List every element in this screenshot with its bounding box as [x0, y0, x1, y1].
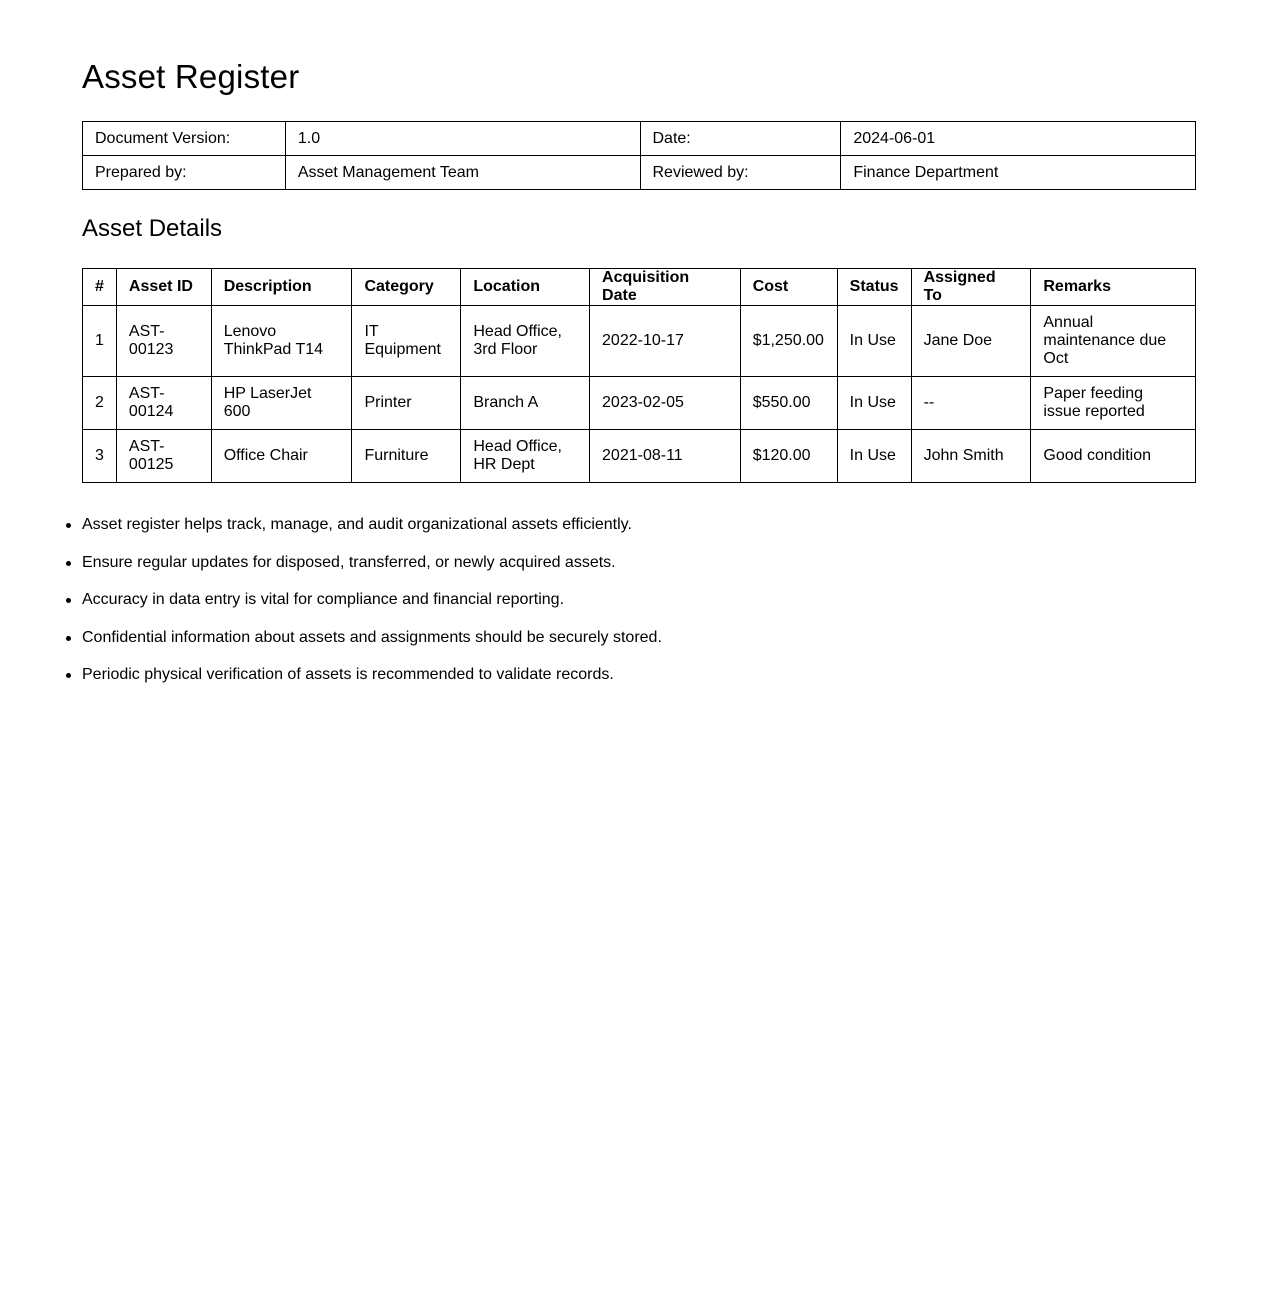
asset-details-table [82, 268, 1196, 483]
cell-remarks: Good condition [1031, 430, 1196, 483]
meta-row [83, 122, 1196, 156]
cell-assigned-to: John Smith [911, 430, 1031, 483]
cell-category: Printer [352, 377, 461, 430]
cell-acquisition-date: 2023-02-05 [590, 377, 741, 430]
column-header-asset-id: Asset ID [116, 269, 211, 306]
meta-label-date: Date: [640, 122, 841, 156]
cell-remarks: Paper feeding issue reported [1031, 377, 1196, 430]
cell-status: In Use [837, 377, 911, 430]
cell-cost: $1,250.00 [740, 306, 837, 377]
meta-row [83, 156, 1196, 190]
column-header-cost: Cost [740, 269, 837, 306]
cell-assigned-to: -- [911, 377, 1031, 430]
cell-asset-id: AST-00123 [116, 306, 211, 377]
column-header-category: Category [352, 269, 461, 306]
cell-number: 1 [83, 306, 117, 377]
cell-category: IT Equipment [352, 306, 461, 377]
column-header-assigned-to: Assigned To [911, 269, 1031, 306]
table-row [83, 377, 1196, 430]
column-header-remarks: Remarks [1031, 269, 1196, 306]
column-header-location: Location [461, 269, 590, 306]
column-header-description: Description [211, 269, 352, 306]
cell-number: 2 [83, 377, 117, 430]
list-item: Asset register helps track, manage, and audit organizational assets efficiently. [82, 515, 662, 553]
cell-asset-id: AST-00124 [116, 377, 211, 430]
table-header-row [83, 269, 1196, 306]
cell-location: Head Office, 3rd Floor [461, 306, 590, 377]
list-item: Confidential information about assets and assignments should be securely stored. [82, 628, 662, 666]
meta-value-prepared-by: Asset Management Team [285, 156, 640, 190]
meta-label-prepared-by: Prepared by: [83, 156, 286, 190]
cell-cost: $550.00 [740, 377, 837, 430]
cell-assigned-to: Jane Doe [911, 306, 1031, 377]
notes-list [82, 515, 662, 703]
document-meta-table [82, 121, 1196, 190]
meta-label-reviewed-by: Reviewed by: [640, 156, 841, 190]
list-item: Ensure regular updates for disposed, transferred, or newly acquired assets. [82, 553, 662, 591]
column-header-status: Status [837, 269, 911, 306]
cell-acquisition-date: 2021-08-11 [590, 430, 741, 483]
cell-acquisition-date: 2022-10-17 [590, 306, 741, 377]
cell-location: Head Office, HR Dept [461, 430, 590, 483]
cell-description: Office Chair [211, 430, 352, 483]
cell-asset-id: AST-00125 [116, 430, 211, 483]
list-item: Accuracy in data entry is vital for compliance and financial reporting. [82, 590, 662, 628]
meta-value-date: 2024-06-01 [841, 122, 1196, 156]
cell-remarks: Annual maintenance due Oct [1031, 306, 1196, 377]
meta-label-version: Document Version: [83, 122, 286, 156]
cell-cost: $120.00 [740, 430, 837, 483]
cell-number: 3 [83, 430, 117, 483]
column-header-acquisition-date: Acquisition Date [590, 269, 741, 306]
list-item: Periodic physical verification of assets is recommended to validate records. [82, 665, 662, 703]
cell-status: In Use [837, 306, 911, 377]
cell-description: HP LaserJet 600 [211, 377, 352, 430]
table-row [83, 430, 1196, 483]
cell-location: Branch A [461, 377, 590, 430]
page-title: Asset Register [82, 58, 300, 95]
table-row [83, 306, 1196, 377]
cell-description: Lenovo ThinkPad T14 [211, 306, 352, 377]
cell-status: In Use [837, 430, 911, 483]
column-header-number: # [83, 269, 117, 306]
meta-value-version: 1.0 [285, 122, 640, 156]
cell-category: Furniture [352, 430, 461, 483]
meta-value-reviewed-by: Finance Department [841, 156, 1196, 190]
section-title: Asset Details [82, 215, 223, 242]
